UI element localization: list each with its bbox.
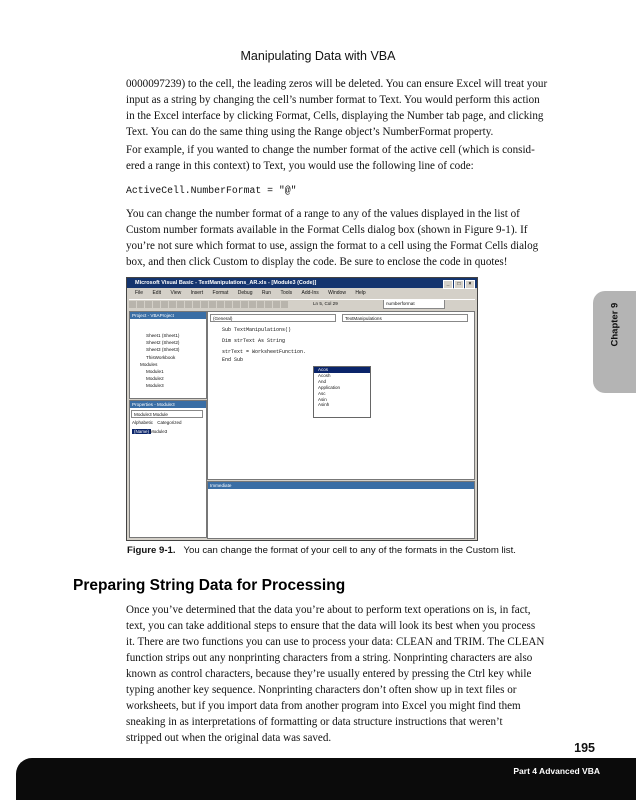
menu-view: View — [170, 290, 182, 296]
code-editor — [222, 326, 306, 364]
text-line: input as a string by changing the cell’s number format to Text. You would perform this action — [126, 94, 540, 106]
property-value: Module3 — [150, 429, 168, 434]
autocomplete-item: Acosh — [318, 372, 331, 378]
section-heading: Preparing String Data for Processing — [73, 577, 346, 594]
menu-tools: Tools — [280, 290, 293, 296]
text-line: worksheets, but if you import data from another program into Excel you might find them — [126, 700, 521, 712]
maximize-icon: □ — [454, 280, 464, 289]
tree-item: Modules — [140, 361, 158, 367]
project-explorer — [129, 311, 207, 399]
text-line: sneaking in as interpretations of formatting or data structure instructions that weren’t — [126, 716, 503, 728]
text-line: typing another key sequence. Nonprinting characters don’t often show up in text files or — [126, 684, 517, 696]
immediate-window — [207, 481, 475, 539]
cursor-position: Ln 5, Col 29 — [313, 301, 338, 306]
minimize-icon: _ — [443, 280, 453, 289]
text-line: Once you’ve determined that the data you’re about to perform text operations on is, in fact, — [126, 604, 531, 616]
vbe-title-bar — [127, 278, 477, 288]
text-line: For example, if you wanted to change the number format of the active cell (which is consid- — [126, 144, 535, 156]
text-line: stripped out when the original data was saved. — [126, 732, 332, 744]
help-search-box: numberformat — [383, 299, 445, 309]
paragraph-3 — [126, 206, 570, 270]
menu-format: Format — [212, 290, 229, 296]
properties-title: Properties - Module3 — [130, 401, 206, 408]
paragraph-4 — [126, 602, 570, 746]
autocomplete-item: Asc — [318, 390, 326, 396]
chapter-tab-label: Chapter 9 — [609, 302, 621, 347]
tree-item: ThisWorkbook — [146, 354, 176, 360]
code-example: ActiveCell.NumberFormat = "@" — [126, 185, 297, 196]
footer-part-label: Part 4 Advanced VBA — [513, 766, 600, 776]
autocomplete-list — [313, 366, 371, 418]
footer-bar — [16, 758, 636, 800]
text-line: function strips out any nonprinting characters from a string. Nonprinting characters are also — [126, 652, 533, 664]
tree-item: Sheet3 (Sheet3) — [146, 347, 180, 353]
menu-run: Run — [261, 290, 272, 296]
procedure-dropdown: TextManipulations — [342, 314, 468, 322]
tree-item: Module2 — [146, 376, 164, 382]
menu-addins: Add-Ins — [301, 290, 319, 296]
code-line: strText = WorksheetFunction. — [222, 349, 307, 355]
close-icon: × — [465, 280, 475, 289]
menu-help: Help — [355, 290, 366, 296]
properties-object-select: Module3 Module — [131, 410, 203, 418]
figure-caption-text: You can change the format of your cell to any of the formats in the Custom list. — [183, 545, 516, 556]
autocomplete-item: Acos — [314, 367, 370, 373]
vbe-toolbar — [129, 299, 475, 310]
page-number: 195 — [574, 741, 595, 755]
vbe-title: Microsoft Visual Basic - TextManipulations_AR.xls - [Module3 (Code)] — [135, 280, 317, 286]
property-name: (Name) — [134, 429, 150, 434]
paragraph-2 — [126, 142, 570, 174]
chapter-tab — [593, 291, 636, 393]
text-line: box, and then click Custom to display the code. Be sure to enclose the code in quotes! — [126, 256, 508, 268]
menu-window: Window — [328, 290, 346, 296]
tab-categorized: Categorized — [157, 420, 182, 425]
text-line: known as control characters, because they’re usually entered by pressing the Ctrl key while — [126, 668, 532, 680]
autocomplete-item: Asin — [318, 396, 327, 402]
figure-caption — [127, 545, 516, 556]
code-line: Dim strText As String — [222, 338, 286, 344]
window-controls — [442, 279, 475, 289]
text-line: You can change the number format of a range to any of the values displayed in the list of — [126, 208, 520, 220]
text-line: ered a range in this context) to Text, you would use the following line of code: — [126, 160, 474, 172]
project-tree — [140, 332, 180, 390]
code-line: Sub TextManipulations() — [222, 327, 292, 333]
autocomplete-item: Application — [318, 384, 341, 390]
text-line: it. There are two functions you can use to process your data: CLEAN and TRIM. The CLEAN — [126, 636, 545, 648]
menu-insert: Insert — [190, 290, 204, 296]
text-line: Text. You can do the same thing using the Range object’s NumberFormat property. — [126, 126, 494, 138]
tab-alphabetic: Alphabetic — [132, 420, 154, 425]
properties-tabs — [132, 420, 182, 425]
autocomplete-item: And — [318, 378, 327, 384]
properties-window — [129, 400, 207, 538]
paragraph-1 — [126, 76, 570, 140]
code-line: End Sub — [222, 357, 244, 363]
text-line: in the Excel interface by clicking Format, Cells, displaying the Number tab page, and clicking — [126, 110, 544, 122]
running-head: Manipulating Data with VBA — [240, 49, 396, 63]
tree-item: Sheet2 (Sheet2) — [146, 340, 180, 346]
object-dropdown: (General) — [210, 314, 336, 322]
menu-edit: Edit — [152, 290, 162, 296]
menu-debug: Debug — [237, 290, 253, 296]
text-line: 0000097239) to the cell, the leading zeros will be deleted. You can ensure Excel will treat your — [126, 78, 548, 90]
autocomplete-item: Asinh — [318, 402, 330, 408]
tree-item: Sheet1 (Sheet1) — [146, 333, 180, 338]
immediate-title: Immediate — [208, 482, 474, 489]
tree-item: Module1 — [146, 369, 164, 375]
text-line: you’re not sure which format to use, assign the format to a cell using the Format Cells dialog — [126, 240, 539, 252]
tree-item: Module3 — [146, 383, 164, 389]
menu-file: File — [135, 290, 144, 296]
project-explorer-title: Project - VBAProject — [130, 312, 206, 319]
text-line: Custom number formats available in the Format Cells dialog box (shown in Figure 9-1). If — [126, 224, 528, 236]
text-line: text, you can take additional steps to ensure that the data will look its best when you process — [126, 620, 536, 632]
figure-screenshot — [126, 277, 478, 541]
figure-label: Figure 9-1. — [127, 545, 176, 556]
